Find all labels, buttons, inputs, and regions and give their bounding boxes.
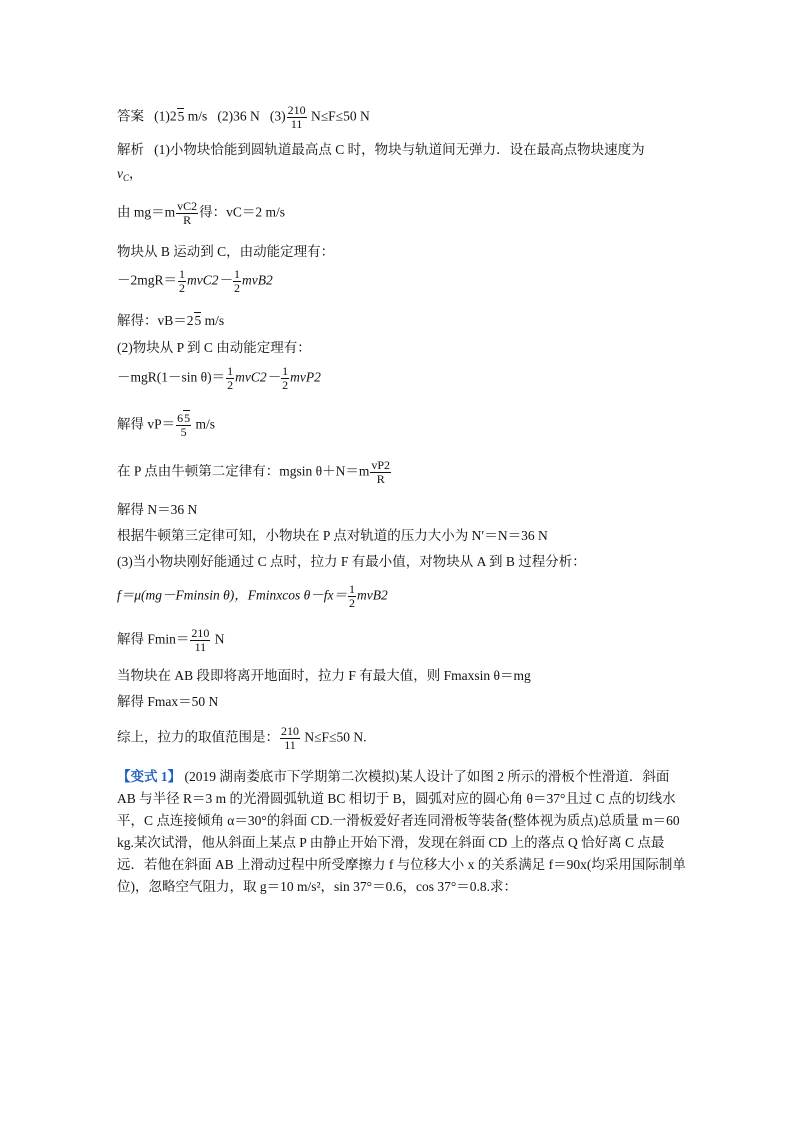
- half-fraction: [233, 268, 241, 295]
- numerator-coefficient: 6: [177, 411, 184, 425]
- equation-text: 由 mg＝m: [117, 204, 176, 220]
- variant-problem: [117, 766, 687, 898]
- fraction-numerator: 1: [234, 267, 241, 281]
- radical: 5: [194, 313, 202, 328]
- fraction-denominator: R: [376, 472, 385, 486]
- equation-fraction: [176, 200, 198, 227]
- newton-third-law: 根据牛顿第三定律可知，小物块在 P 点对轨道的压力大小为 N′＝N＝36 N: [117, 528, 548, 543]
- solution-text: 解得 Fmin＝: [117, 631, 190, 647]
- fraction-denominator: 5: [180, 425, 187, 439]
- equation-text: 得：vC＝2 m/s: [199, 204, 286, 220]
- equation-3: [117, 365, 321, 392]
- answer-part3-range: N≤F≤50 N: [311, 108, 370, 124]
- variant-text: (2019 湖南娄底市下学期第二次模拟)某人设计了如图 2 所示的滑板个性滑道．斜面 AB 与半径 R＝3 m 的光滑圆弧轨道 BC 相切于 B，圆弧对应的圆心角 θ＝37°且过 C 点的切线水平，C 点连接倾角 α＝30°的斜面 CD.一滑板爱好者连同滑板等装备(整体视为质点)总质量 m＝60 kg.某次试滑，他从斜面上某点 P 由静止开始下滑，发现在斜面 CD 上的落点 Q 恰好离 C 点最远．若他在斜面 AB 上滑动过程中所受摩擦力 f 与位移大小 x 的关系满足 f＝90x(均采用国际制单位)，忽略空气阻力，取 g＝10 m/s²，sin 37°＝0.6，cos 37°＝0.8.求：: [117, 769, 686, 894]
- variant-label: 【变式 1】: [117, 769, 182, 784]
- analysis-line-6: 当物块在 AB 段即将离开地面时，拉力 F 有最大值，则 Fmaxsin θ＝mg: [117, 668, 531, 683]
- velocity-symbol: v: [117, 166, 123, 181]
- answer-part2: (2)36 N: [217, 108, 260, 124]
- fraction-denominator: 11: [290, 117, 303, 131]
- equation-text: f＝μ(mg－Fminsin θ)，Fminxcos θ－fx＝: [117, 587, 348, 603]
- equation-text: mvC2－: [187, 272, 233, 288]
- analysis-line-4: (2)物块从 P 到 C 由动能定理有：: [117, 340, 311, 355]
- solution-3: 解得 N＝36 N: [117, 502, 198, 517]
- fraction-numerator: 1: [349, 582, 356, 596]
- analysis-text: (1)小物块恰能到圆轨道最高点 C 时，物块与轨道间无弹力．设在最高点物块速度为: [154, 142, 645, 157]
- answer-part1-radical: 5: [177, 108, 185, 124]
- answer-part3-fraction: [287, 104, 307, 131]
- answer-part1-unit: m/s: [187, 108, 208, 124]
- fraction-numerator: 210: [287, 103, 306, 117]
- unit: N: [214, 631, 225, 647]
- fraction-numerator: 1: [227, 364, 234, 378]
- half-fraction: [178, 268, 186, 295]
- half-fraction: [226, 365, 234, 392]
- solution-2: [117, 412, 215, 439]
- velocity-subscript: C: [123, 173, 130, 183]
- fraction-denominator: 2: [234, 281, 241, 295]
- equation-text: 在 P 点由牛顿第二定律有：mgsin θ＋N＝m: [117, 463, 370, 479]
- conclusion-range: N≤F≤50 N.: [304, 729, 367, 745]
- solution-fraction: [190, 627, 210, 654]
- newton-second-law: [117, 459, 392, 486]
- half-fraction: [281, 365, 289, 392]
- fraction-numerator: 1: [282, 364, 289, 378]
- conclusion-text: 综上，拉力的取值范围是：: [117, 729, 279, 745]
- solution-fraction: [176, 412, 191, 439]
- fraction-denominator: 11: [284, 738, 296, 752]
- fraction-numerator: 1: [179, 267, 186, 281]
- equation-2: [117, 268, 273, 295]
- solution-1: [117, 312, 224, 330]
- fraction-numerator: vP2: [371, 458, 391, 472]
- solution-5: 解得 Fmax＝50 N: [117, 694, 219, 709]
- half-fraction: [348, 583, 356, 610]
- equation-fraction: [370, 459, 391, 486]
- answer-line: [117, 104, 370, 131]
- fraction-numerator: vC2: [177, 199, 198, 213]
- equation-text: mvB2: [357, 587, 388, 603]
- equation-4: [117, 583, 388, 610]
- answer-part3-prefix: (3): [269, 108, 286, 124]
- fraction-numerator: [176, 412, 191, 426]
- fraction-denominator: 11: [194, 640, 207, 654]
- analysis-line-3: 物块从 B 运动到 C，由动能定理有：: [117, 244, 335, 259]
- solution-text: 解得：vB＝2: [117, 313, 194, 328]
- solution-4: [117, 627, 225, 654]
- answer-label: 答案: [117, 108, 144, 124]
- answer-part1: (1)2: [154, 108, 177, 124]
- radical: 5: [184, 411, 191, 425]
- fraction-denominator: 2: [179, 281, 186, 295]
- fraction-numerator: 210: [281, 724, 299, 738]
- equation-text: －2mgR＝: [117, 272, 178, 288]
- fraction-denominator: 2: [282, 378, 289, 392]
- unit: m/s: [204, 313, 225, 328]
- fraction-denominator: 2: [227, 378, 234, 392]
- punctuation: ，: [129, 166, 143, 181]
- analysis-line-2: [117, 165, 143, 187]
- solution-text: 解得 vP＝: [117, 416, 176, 432]
- fraction-numerator: 210: [191, 626, 210, 640]
- equation-1: [117, 200, 285, 227]
- unit: m/s: [195, 416, 216, 432]
- conclusion-line: [117, 725, 366, 752]
- equation-text: mvC2－: [235, 369, 281, 385]
- conclusion-fraction: [280, 725, 300, 752]
- fraction-denominator: R: [183, 213, 192, 227]
- analysis-line-5: (3)当小物块刚好能通过 C 点时，拉力 F 有最小值，对物块从 A 到 B 过程分析：: [117, 554, 586, 569]
- analysis-label: 解析: [117, 142, 144, 157]
- equation-text: mvB2: [242, 272, 273, 288]
- analysis-line-1: [117, 141, 645, 159]
- fraction-denominator: 2: [349, 596, 356, 610]
- equation-text: －mgR(1－sin θ)＝: [117, 369, 226, 385]
- equation-text: mvP2: [290, 369, 321, 385]
